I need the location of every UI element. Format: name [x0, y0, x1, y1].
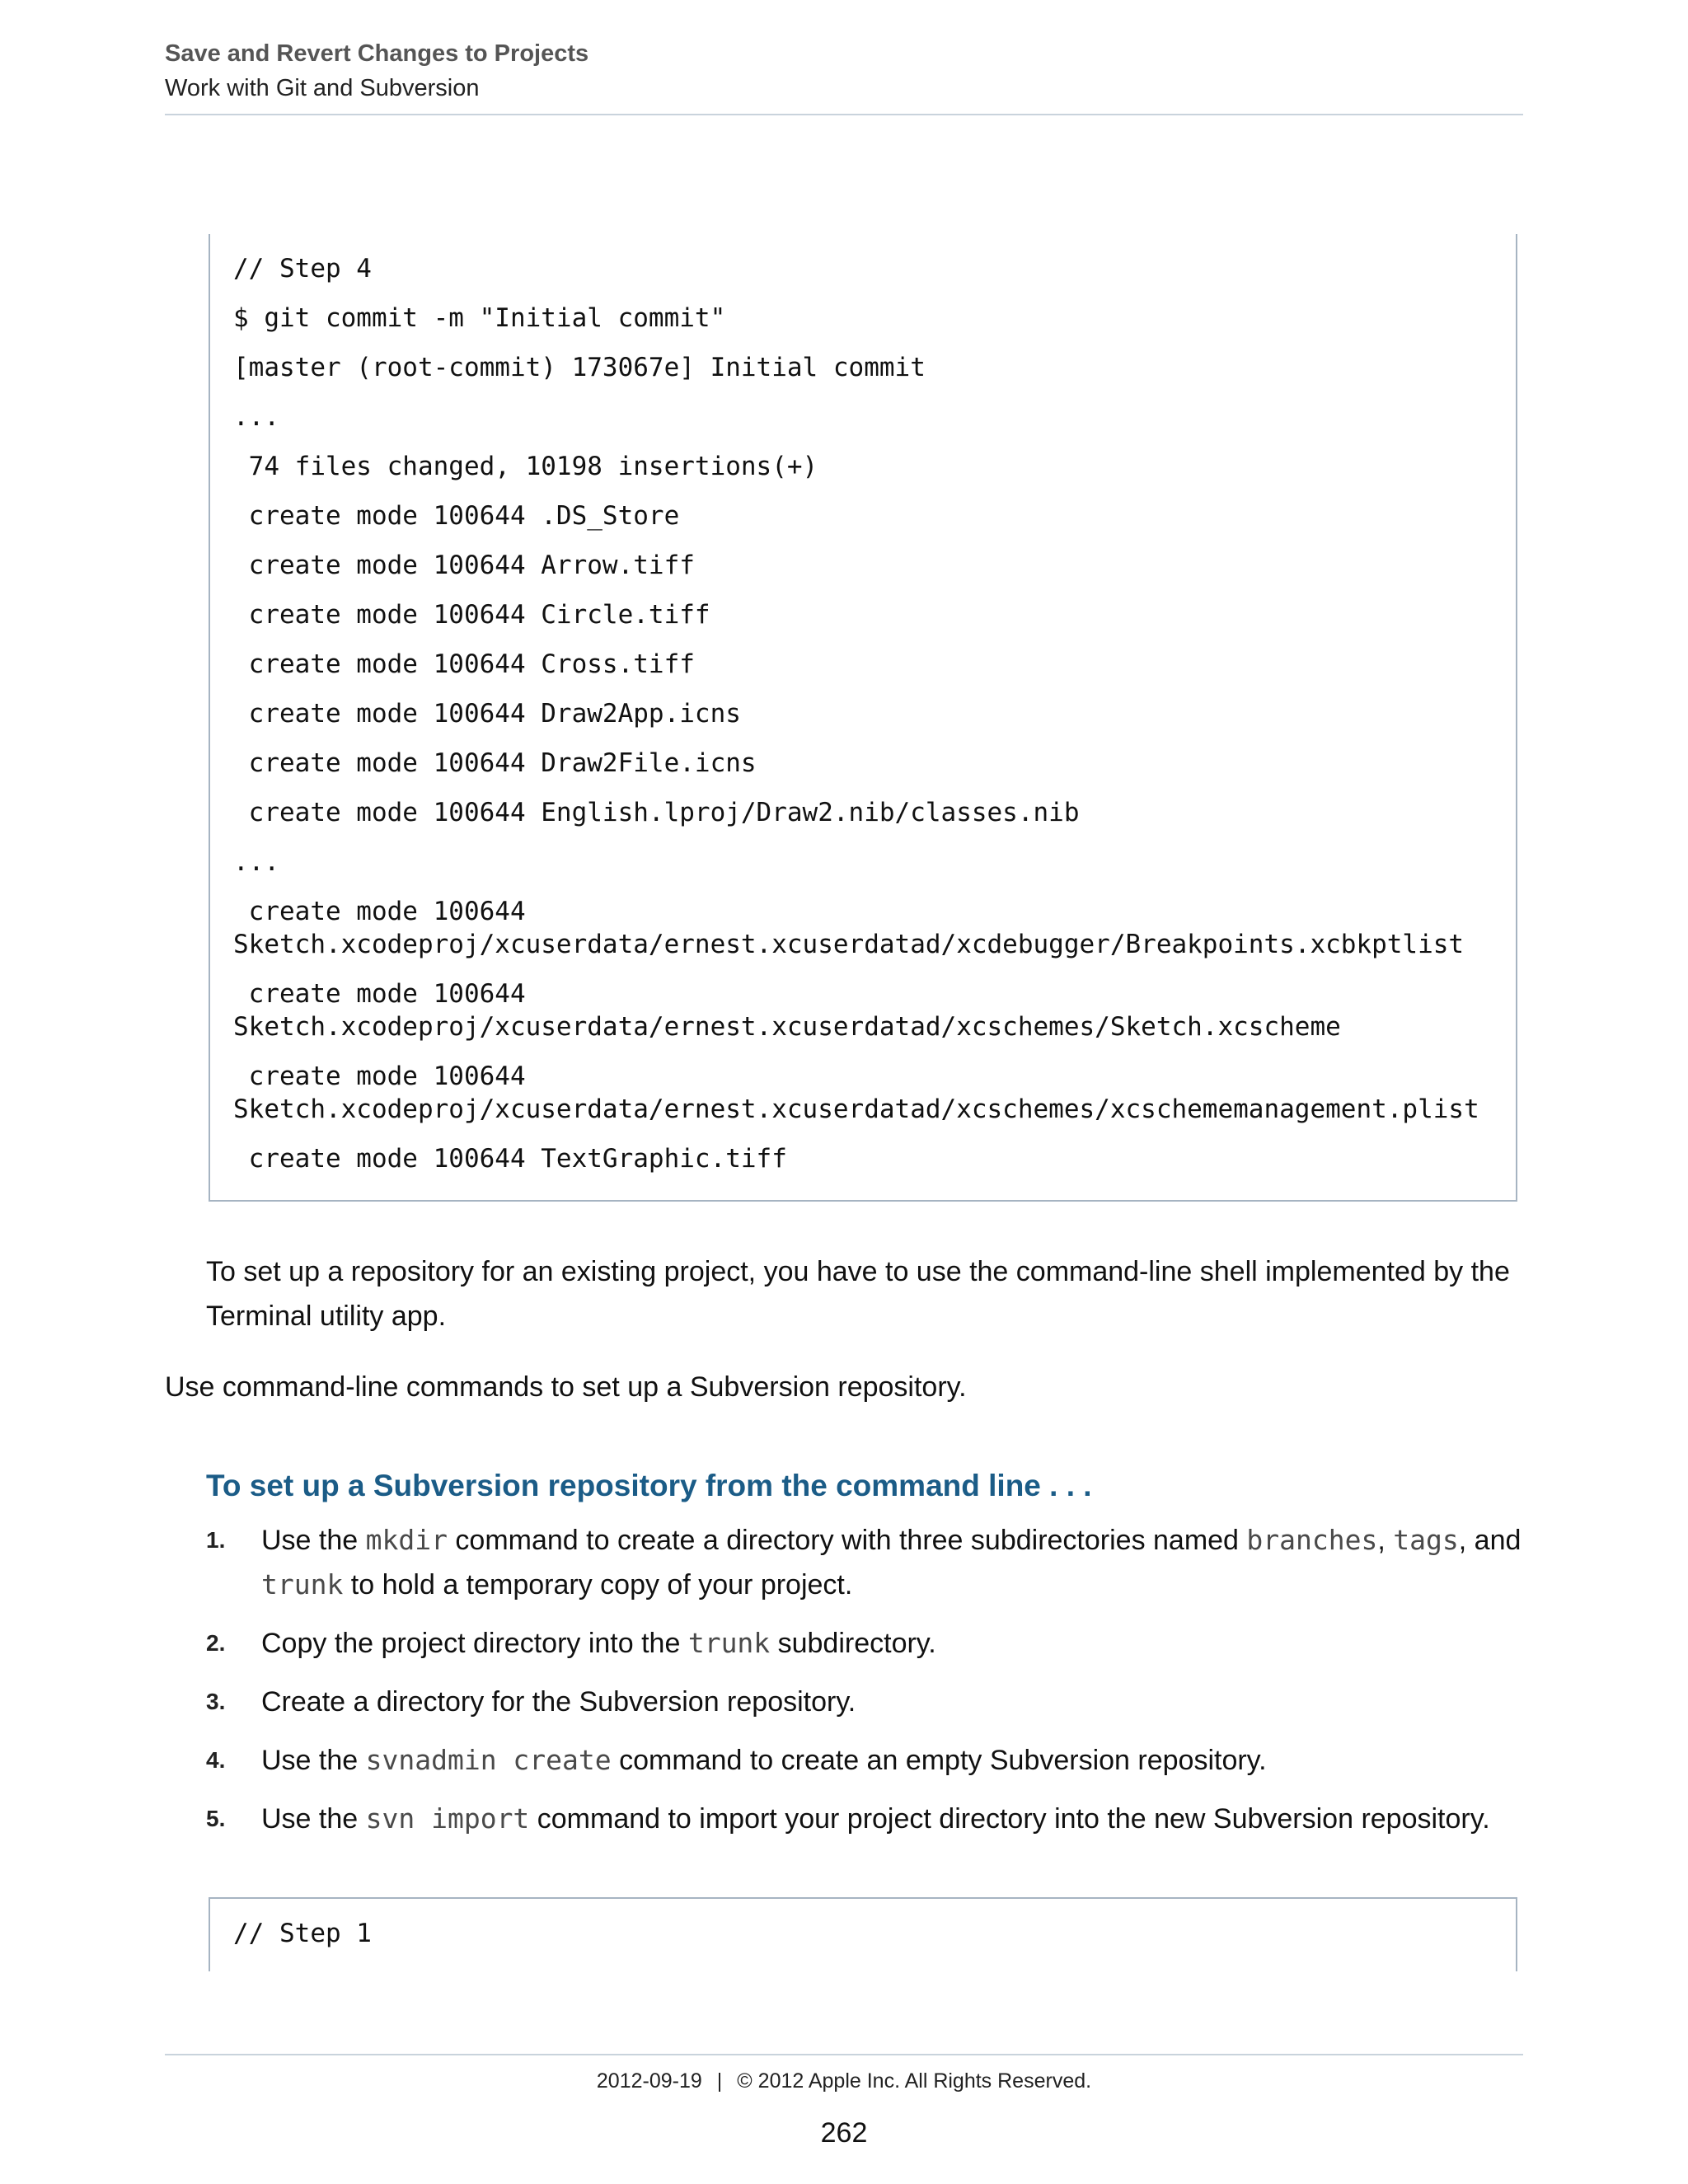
inline-code: trunk	[687, 1627, 771, 1659]
inline-code: branches	[1246, 1524, 1378, 1556]
inline-code: svnadmin create	[365, 1744, 612, 1776]
step-text: subdirectory.	[770, 1628, 936, 1659]
step-text: Use the	[261, 1525, 366, 1556]
code-line: // Step 1	[233, 1919, 372, 1948]
footer-separator: |	[716, 2069, 723, 2093]
code-line: create mode 100644 Circle.tiff	[233, 600, 710, 630]
step-text: Create a directory for the Subversion repository.	[261, 1686, 856, 1718]
footer	[165, 2065, 1523, 2097]
code-line: ...	[233, 402, 279, 432]
step-number: 2.	[206, 1630, 226, 1656]
step-number: 3.	[206, 1689, 226, 1714]
steps-list	[206, 1518, 1525, 1855]
step-item	[206, 1621, 1525, 1666]
page-number: 262	[820, 2117, 868, 2149]
step-text: ,	[1377, 1525, 1394, 1556]
step-number: 5.	[206, 1806, 226, 1831]
inline-code: tags	[1393, 1524, 1459, 1556]
task-heading: To set up a Subversion repository from the command line . . .	[206, 1469, 1092, 1502]
code-line: create mode 100644 English.lproj/Draw2.nib/classes.nib	[233, 798, 1080, 827]
code-line: create mode 100644 .DS_Store	[233, 501, 680, 531]
code-line: create mode 100644 Sketch.xcodeproj/xcuserdata/ernest.xcuserdatad/xcdebugger/Breakpoints.xcbkptlist	[233, 897, 1465, 959]
step-number: 4.	[206, 1747, 226, 1773]
page-header	[165, 36, 1523, 105]
footer-copyright: © 2012 Apple Inc. All Rights Reserved.	[737, 2069, 1092, 2093]
header-divider	[165, 114, 1523, 115]
inline-code: trunk	[261, 1568, 344, 1601]
code-listing-lines	[233, 252, 1499, 1192]
code-line: // Step 4	[233, 254, 372, 284]
code-line: [master (root-commit) 173067e] Initial commit	[233, 353, 926, 382]
step-text: to hold a temporary copy of your project.	[343, 1569, 853, 1601]
step-text: command to import your project directory into the new Subversion repository.	[529, 1803, 1490, 1835]
code-line: ...	[233, 847, 279, 877]
step-text: command to create a directory with three subdirectories named	[447, 1525, 1247, 1556]
step-text: Use the	[261, 1803, 366, 1835]
footer-date: 2012-09-19	[596, 2069, 702, 2093]
step-item	[206, 1518, 1525, 1607]
step-number: 1.	[206, 1527, 226, 1553]
code-line: create mode 100644 Draw2File.icns	[233, 748, 757, 778]
code-line: $ git commit -m "Initial commit"	[233, 303, 726, 333]
step-text: Use the	[261, 1745, 366, 1776]
step-item	[206, 1680, 1525, 1724]
chapter-title: Save and Revert Changes to Projects	[165, 40, 589, 67]
inline-code: mkdir	[365, 1524, 448, 1556]
step-item	[206, 1797, 1525, 1841]
code-line: create mode 100644 Arrow.tiff	[233, 551, 695, 580]
footer-divider	[165, 2054, 1523, 2055]
code-line: create mode 100644 Cross.tiff	[233, 649, 695, 679]
step-text: command to create an empty Subversion repository.	[611, 1745, 1267, 1776]
code-line: 74 files changed, 10198 insertions(+)	[233, 452, 818, 481]
lead-paragraph: Use command-line commands to set up a Subversion repository.	[165, 1371, 967, 1403]
code-line: create mode 100644 Sketch.xcodeproj/xcuserdata/ernest.xcuserdatad/xcschemes/xcschememanagement.plist	[233, 1062, 1479, 1124]
code-listing-step-1	[209, 1897, 1517, 1971]
inline-code: svn import	[365, 1802, 530, 1835]
step-text: Copy the project directory into the	[261, 1628, 688, 1659]
code-line: create mode 100644 Sketch.xcodeproj/xcuserdata/ernest.xcuserdatad/xcschemes/Sketch.xcscheme	[233, 979, 1341, 1042]
step-item	[206, 1738, 1525, 1783]
step-text: , and	[1458, 1525, 1522, 1556]
section-title: Work with Git and Subversion	[165, 75, 480, 101]
code-listing-step-4	[209, 234, 1517, 1202]
intro-paragraph: To set up a repository for an existing project, you have to use the command-line shell implemented by the Terminal utility app.	[206, 1256, 1510, 1332]
code-line: create mode 100644 TextGraphic.tiff	[233, 1144, 787, 1174]
code-line: create mode 100644 Draw2App.icns	[233, 699, 741, 729]
code-listing-lines	[233, 1917, 1499, 1966]
